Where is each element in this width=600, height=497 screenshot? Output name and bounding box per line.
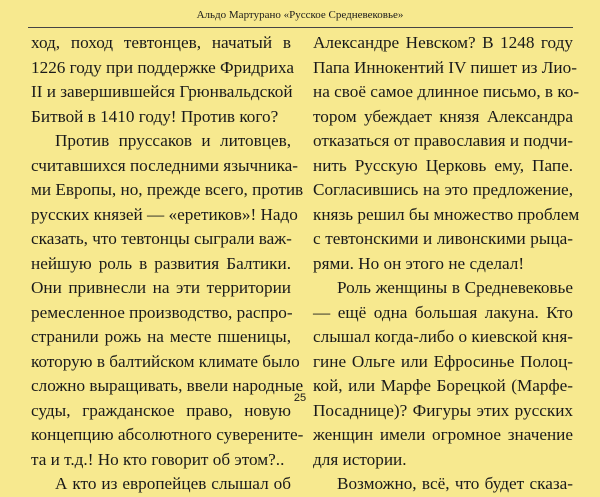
text-line: странили рожь на месте пшеницы, — [31, 327, 291, 346]
text-line: русских князей — «еретиков»! Надо — [31, 204, 298, 224]
text-line: Александре Невском? В 1248 году — [313, 33, 573, 52]
text-line: Папа Иннокентий IV пишет из Лио- — [313, 57, 577, 77]
text-line: рями. Но он этого не сделал! — [313, 253, 525, 273]
text-line: Они привнесли на эти территории — [31, 278, 291, 297]
text-line: нейшую роль в развития Балтики. — [31, 253, 291, 273]
text-line: князь решил бы множество проблем — [313, 204, 580, 224]
running-header: Альдо Мартурано «Русское Средневековье» — [196, 9, 404, 21]
text-line: II и завершившейся Грюнвальдской — [31, 82, 293, 101]
text-line: слышал когда-либо о киевской кня- — [313, 327, 573, 346]
text-line: сложно выращивать, ввели народные — [31, 376, 304, 395]
text-line: Возможно, всё, что будет сказа- — [337, 474, 573, 493]
text-line: Посаднице)? Фигуры этих русских — [313, 400, 573, 420]
text-line: отказаться от православия и подчи- — [313, 131, 573, 150]
page-number: 25 — [293, 392, 307, 404]
text-line: Битвой в 1410 году! Против кого? — [31, 106, 279, 126]
text-line: для истории. — [313, 449, 407, 469]
header-rule — [28, 27, 573, 28]
text-line: ремесленное производство, распро- — [31, 302, 293, 322]
text-line: сказать, что тевтонцы сыграли важ- — [31, 229, 292, 248]
text-line: — ещё одна большая лакуна. Кто — [313, 302, 573, 322]
text-line: суды, гражданское право, новую — [31, 400, 291, 420]
text-line: А кто из европейцев слышал об — [55, 474, 291, 493]
text-line: женщин имели огромное значение — [313, 425, 573, 444]
text-line: кой, или Марфе Борецкой (Марфе- — [313, 376, 573, 395]
text-line: Роль женщины в Средневековье — [337, 278, 573, 297]
text-line: на своё самое длинное письмо, в ко- — [313, 82, 580, 101]
text-line: та и т.д.! Но кто говорит об этом?.. — [31, 449, 285, 469]
text-line: ми Европы, но, прежде всего, против — [31, 180, 304, 199]
text-line: которую в балтийском климате было — [31, 351, 300, 371]
text-line: концепцию абсолютного суверените- — [31, 425, 304, 444]
text-line: Согласившись на это предложение, — [313, 180, 573, 199]
text-line: считавшихся последними язычника- — [31, 155, 299, 175]
text-line: ход, поход тевтонцев, начатый в — [31, 33, 291, 52]
text-line: Против пруссаков и литовцев, — [55, 131, 291, 150]
right-column — [313, 31, 580, 497]
text-line: гине Ольге или Ефросинье Полоц- — [313, 351, 573, 371]
text-line: 1226 году при поддержке Фридриха — [31, 57, 294, 77]
text-line: нить Русскую Церковь ему, Папе. — [313, 155, 573, 175]
text-line: тором убеждает князя Александра — [313, 106, 573, 126]
text-line: с тевтонскими и ливонскими рыца- — [313, 229, 573, 248]
